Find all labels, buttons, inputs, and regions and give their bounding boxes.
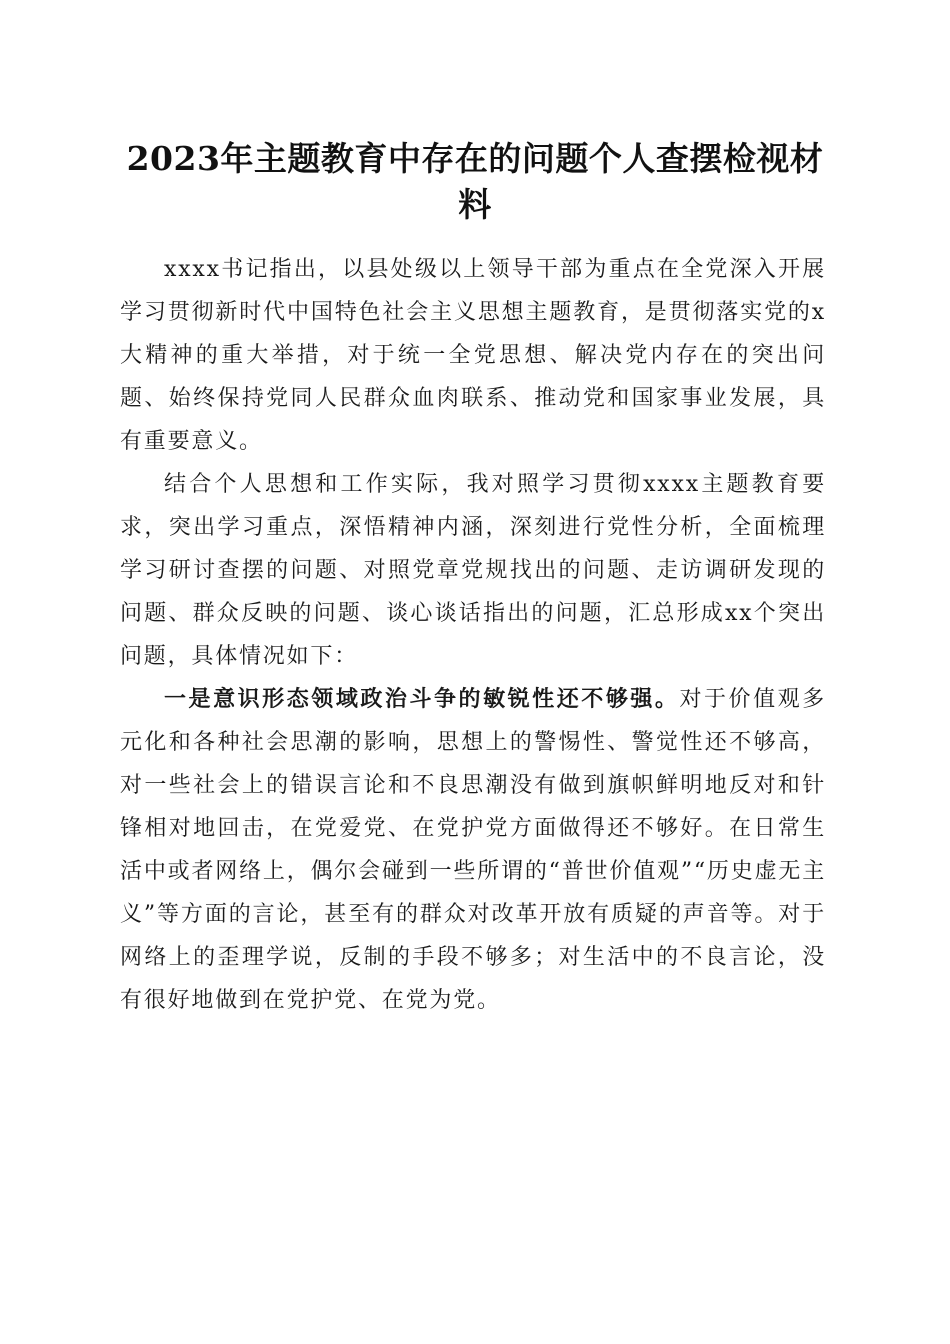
issue-one-heading: 一是意识形态领域政治斗争的敏锐性还不够强。 xyxy=(164,686,680,712)
document-title: 2023年主题教育中存在的问题个人查摆检视材料 xyxy=(126,139,824,224)
document-body xyxy=(120,248,826,1022)
paragraph-intro: xxxx书记指出，以县处级以上领导干部为重点在全党深入开展学习贯彻新时代中国特色社会主义思想主题教育，是贯彻落实党的x大精神的重大举措，对于统一全党思想、解决党内存在的突出问题、始终保持党同人民群众血肉联系、推动党和国家事业发展，具有重要意义。 xyxy=(120,257,826,454)
paragraph-summary: 结合个人思想和工作实际，我对照学习贯彻xxxx主题教育要求，突出学习重点，深悟精神内涵，深刻进行党性分析，全面梳理学习研讨查摆的问题、对照党章党规找出的问题、走访调研发现的问题、群众反映的问题、谈心谈话指出的问题，汇总形成xx个突出问题，具体情况如下： xyxy=(120,472,826,669)
issue-one-text: 对于价值观多元化和各种社会思潮的影响，思想上的警惕性、警觉性还不够高，对一些社会上的错误言论和不良思潮没有做到旗帜鲜明地反对和针锋相对地回击，在党爱党、在党护党方面做得还不够好。在日常生活中或者网络上，偶尔会碰到一些所谓的“普世价值观”“历史虚无主义”等方面的言论，甚至有的群众对改革开放有质疑的声音等。对于网络上的歪理学说，反制的手段不够多；对生活中的不良言论，没有很好地做到在党护党、在党为党。 xyxy=(120,687,826,1013)
paragraph-issue-one xyxy=(120,678,826,1022)
